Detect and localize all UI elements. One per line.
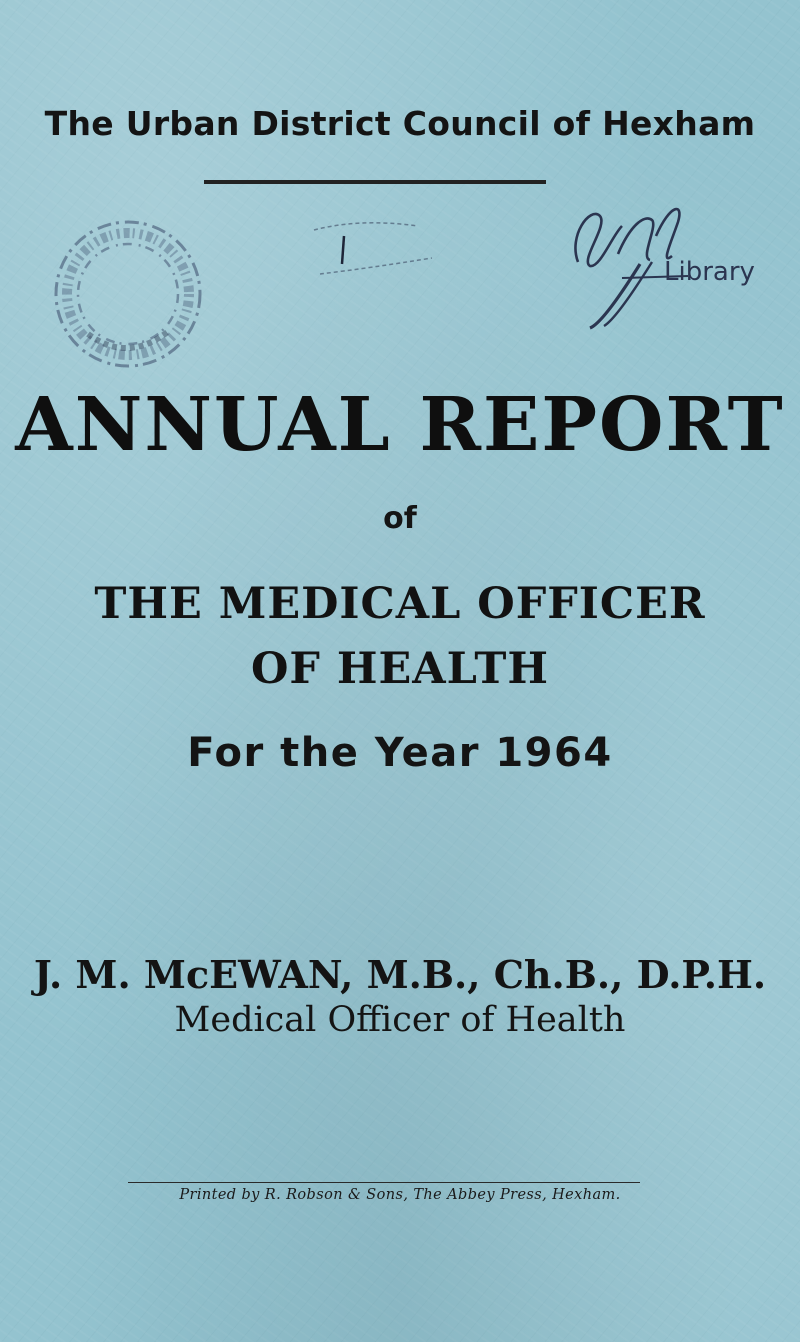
council-title: The Urban District Council of Hexham xyxy=(44,104,756,143)
report-subject-line-1: THE MEDICAL OFFICER xyxy=(94,579,706,629)
report-title: ANNUAL REPORT xyxy=(15,382,785,468)
title-double-rule xyxy=(204,180,546,184)
report-subject-line-2: OF HEALTH xyxy=(250,644,550,694)
author-role: Medical Officer of Health xyxy=(174,1000,626,1040)
printer-imprint: Printed by R. Robson & Sons, The Abbey Press, Hexham. xyxy=(179,1187,621,1203)
library-stamp-text: Library xyxy=(664,257,755,287)
report-year: For the Year 1964 xyxy=(187,730,613,776)
author-name: J. M. McEWAN, M.B., Ch.B., D.P.H. xyxy=(33,952,767,997)
title-connector: of xyxy=(383,501,417,536)
library-seal-stamp xyxy=(48,214,208,374)
handwritten-mark xyxy=(300,212,440,282)
printer-rule xyxy=(128,1182,640,1183)
library-signature-stamp xyxy=(560,196,760,336)
